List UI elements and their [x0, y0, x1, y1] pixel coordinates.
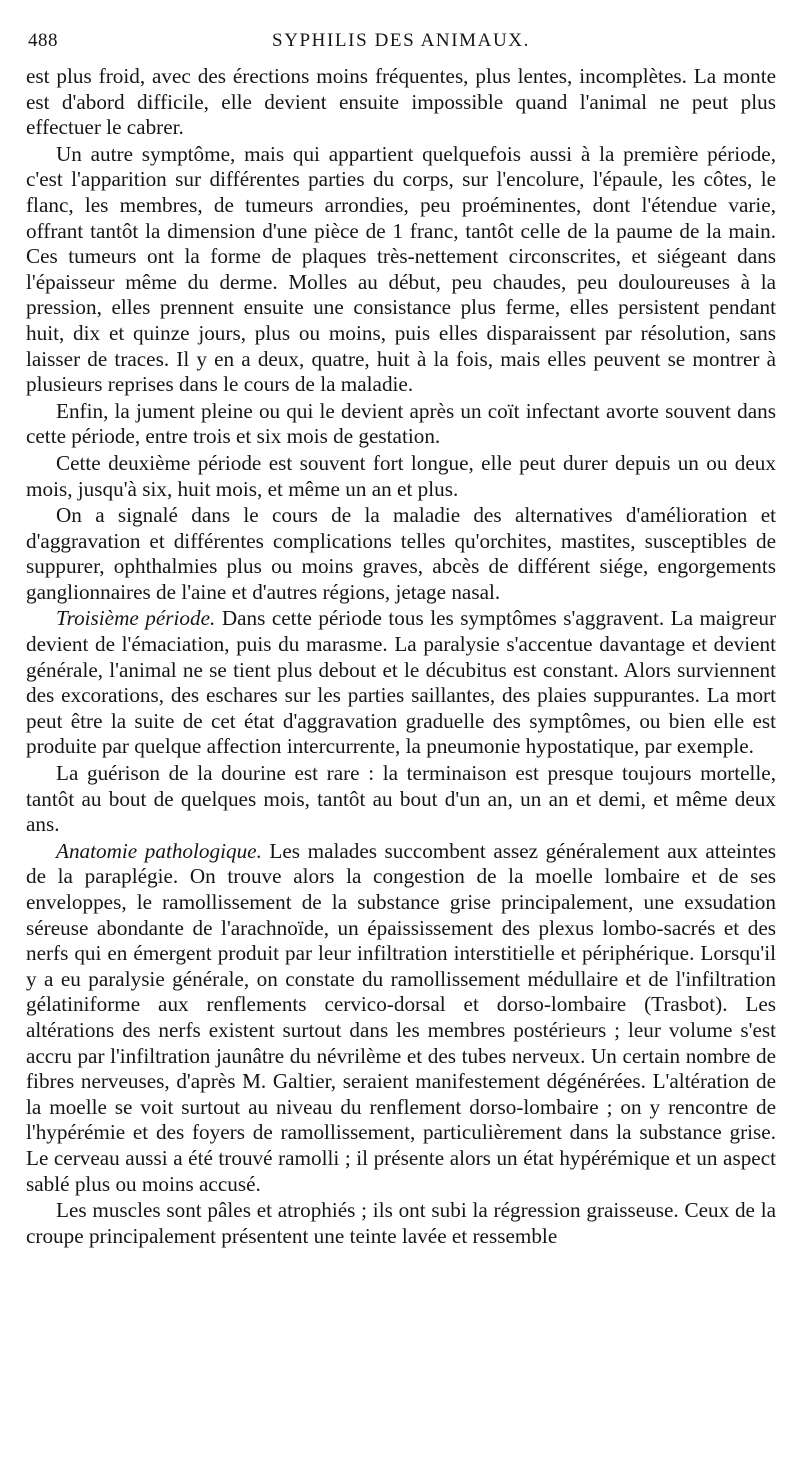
paragraph-text: est plus froid, avec des érections moins fréquentes, plus lentes, incomplètes. La monte est d'abord difficile, elle devient ensuite impossible quand l'animal ne peut plus effectuer le cabrer.	[26, 64, 776, 140]
paragraph-text: La guérison de la dourine est rare : la terminaison est presque toujours mortelle, tantôt au bout de quelques mois, tantôt au bout d'un an, un an et demi, et même deux ans.	[26, 761, 776, 837]
running-header	[26, 26, 776, 52]
paragraph-text: Enfin, la jument pleine ou qui le devient après un coït infectant avorte souvent dans cette période, entre trois et six mois de gestation.	[26, 398, 776, 449]
paragraph-muscles	[26, 1198, 776, 1249]
paragraph-troisieme-periode	[26, 606, 776, 760]
paragraph-continued	[26, 64, 776, 141]
paragraph-text: Les muscles sont pâles et atrophiés ; ils ont subi la régression graisseuse. Ceux de la croupe principalement présentent une teinte lavée et ressemble	[26, 1198, 776, 1248]
paragraph-text: Un autre symptôme, mais qui appartient quelquefois aussi à la première période, c'est l'apparition sur différentes parties du corps, sur l'encolure, l'épaule, les côtes, le flanc, les membres, de tumeurs arrondies, peu proéminentes, dont l'étendue varie, offrant tantôt la dimension d'une pièce de 1 franc, tantôt celle de la paume de la main. Ces tumeurs ont la forme de plaques très-nettement circonscrites, et siégeant dans l'épaisseur même du derme. Molles au début, peu chaudes, peu douloureuses à la pression, elles prennent ensuite une consistance plus ferme, elles persistent pendant huit, dix et quinze jours, plus ou moins, puis elles disparaissent par résolution, sans laisser de traces. Il y en a deux, quatre, huit à la fois, mais elles peuvent se montrer à plusieurs reprises dans le cours de la maladie.	[26, 141, 776, 397]
paragraph-tumeurs	[26, 142, 776, 398]
paragraph-deuxieme-periode	[26, 451, 776, 502]
paragraph-complications	[26, 503, 776, 605]
section-lead-italic: Troisième période.	[56, 606, 216, 631]
paragraph-text: Dans cette période tous les symptômes s'aggravent. La maigreur devient de l'émaciation, puis du marasme. La paralysie s'accentue davantage et devient générale, l'animal ne se tient plus debout et le décubitus est constant. Alors surviennent des excorations, des eschares sur les parties saillantes, des plaies suppurantes. La mort peut être la suite de cet état d'aggravation graduelle des symptômes, ou bien elle est produite par quelque affection intercurrente, la pneumonie hypostatique, par exemple.	[26, 606, 777, 759]
paragraph-text: Les malades succombent assez généralement aux atteintes de la paraplégie. On trouve alors la congestion de la moelle lombaire et de ses enveloppes, le ramollissement de la substance grise principalement, une exsudation séreuse abondante de l'arachnoïde, un épaississement des plexus lombo-sacrés et des nerfs qui en émergent produit par leur infiltration interstitielle et périphérique. Lorsqu'il y a eu paralysie générale, on constate du ramollissement médullaire et de l'infiltration gélatiniforme aux renflements cervico-dorsal et dorso-lombaire (Trasbot). Les altérations des nerfs existent surtout dans les membres postérieurs ; leur volume s'est accru par l'infiltration jaunâtre du névrilème et des tubes nerveux. Un certain nombre de fibres nerveuses, d'après M. Galtier, seraient manifestement dégénérées. L'altération de la moelle se voit surtout au niveau du renflement dorso-lombaire ; on y rencontre de l'hypérémie et des foyers de ramollissement, particulièrement dans la substance grise. Le cerveau aussi a été trouvé ramolli ; il présente alors un état hypérémique et un aspect sablé plus ou moins accusé.	[26, 838, 776, 1196]
running-title: SYPHILIS DES ANIMAUX.	[272, 30, 530, 51]
paragraph-avortement	[26, 399, 776, 450]
paragraph-guerison	[26, 761, 776, 838]
page-number: 488	[28, 30, 58, 51]
body-text	[26, 64, 776, 1249]
paragraph-text: On a signalé dans le cours de la maladie des alternatives d'amélioration et d'aggravation et différentes complications telles qu'orchites, mastites, susceptibles de suppurer, ophthalmies plus ou moins graves, abcès de différent siége, engorgements ganglionnaires de l'aine et d'autres régions, jetage nasal.	[26, 503, 776, 604]
paragraph-anatomie-pathologique	[26, 839, 776, 1197]
paragraph-text: Cette deuxième période est souvent fort longue, elle peut durer depuis un ou deux mois, jusqu'à six, huit mois, et même un an et plus.	[26, 450, 776, 501]
book-page	[26, 26, 776, 1249]
section-lead-italic: Anatomie pathologique.	[56, 838, 262, 863]
